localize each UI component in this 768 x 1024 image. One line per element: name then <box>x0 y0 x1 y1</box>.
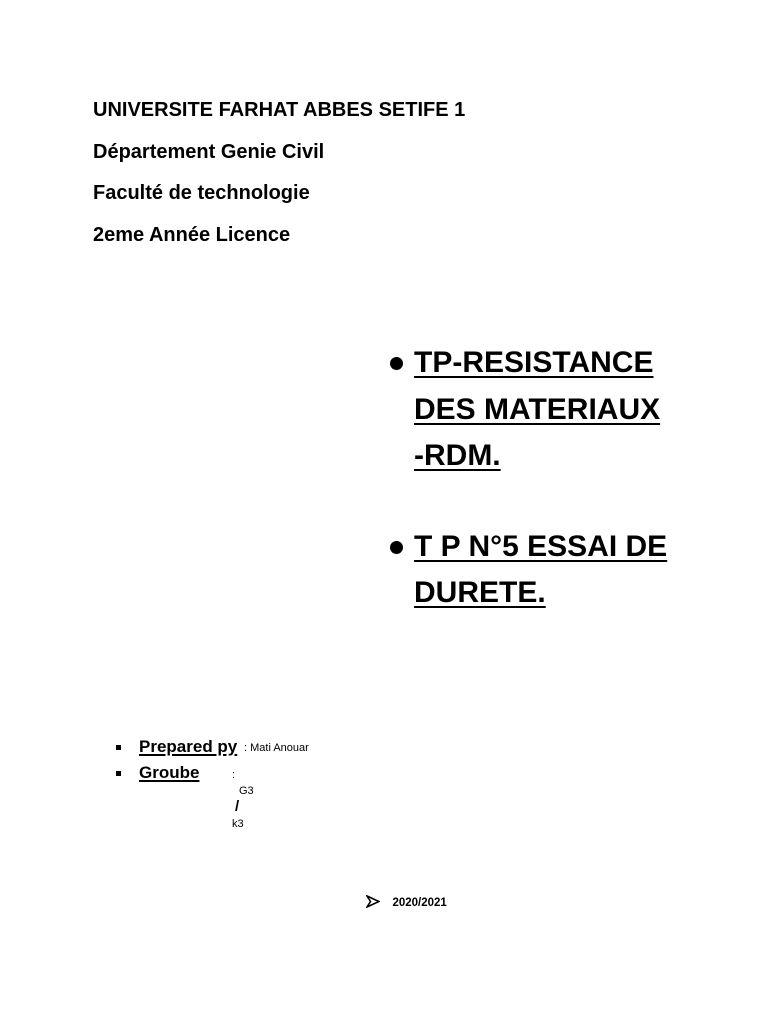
academic-year <box>366 893 447 911</box>
square-bullet-icon <box>116 745 121 750</box>
group-value-2: k3 <box>232 818 244 830</box>
course-title: TP-RESISTANCE DES MATERIAUX -RDM. <box>414 346 661 472</box>
arrowhead-icon <box>366 895 380 908</box>
group-value <box>232 767 254 832</box>
group-value-1: G3 <box>239 785 254 797</box>
title-item-lab <box>388 524 728 617</box>
prepared-label: Prepared py <box>139 737 238 756</box>
department-name: Département Genie Civil <box>93 140 325 163</box>
faculty-name: Faculté de technologie <box>93 182 310 204</box>
group-label: Groube <box>139 763 200 782</box>
university-name: UNIVERSITE FARHAT ABBES SETIFE 1 <box>93 99 466 121</box>
title-list <box>388 340 728 617</box>
filled-circle-icon <box>390 541 403 554</box>
square-bullet-icon <box>116 771 121 776</box>
year-text: 2020/2021 <box>392 897 447 909</box>
group-separator: / <box>235 798 240 815</box>
prepared-value: : Mati Anouar <box>244 742 309 754</box>
group-colon: : <box>232 769 236 781</box>
filled-circle-icon <box>390 357 403 370</box>
study-level: 2eme Année Licence <box>93 223 291 246</box>
lab-title: T P N°5 ESSAI DE DURETE. <box>414 529 668 609</box>
document-header <box>93 90 465 256</box>
title-item-course <box>388 340 728 480</box>
